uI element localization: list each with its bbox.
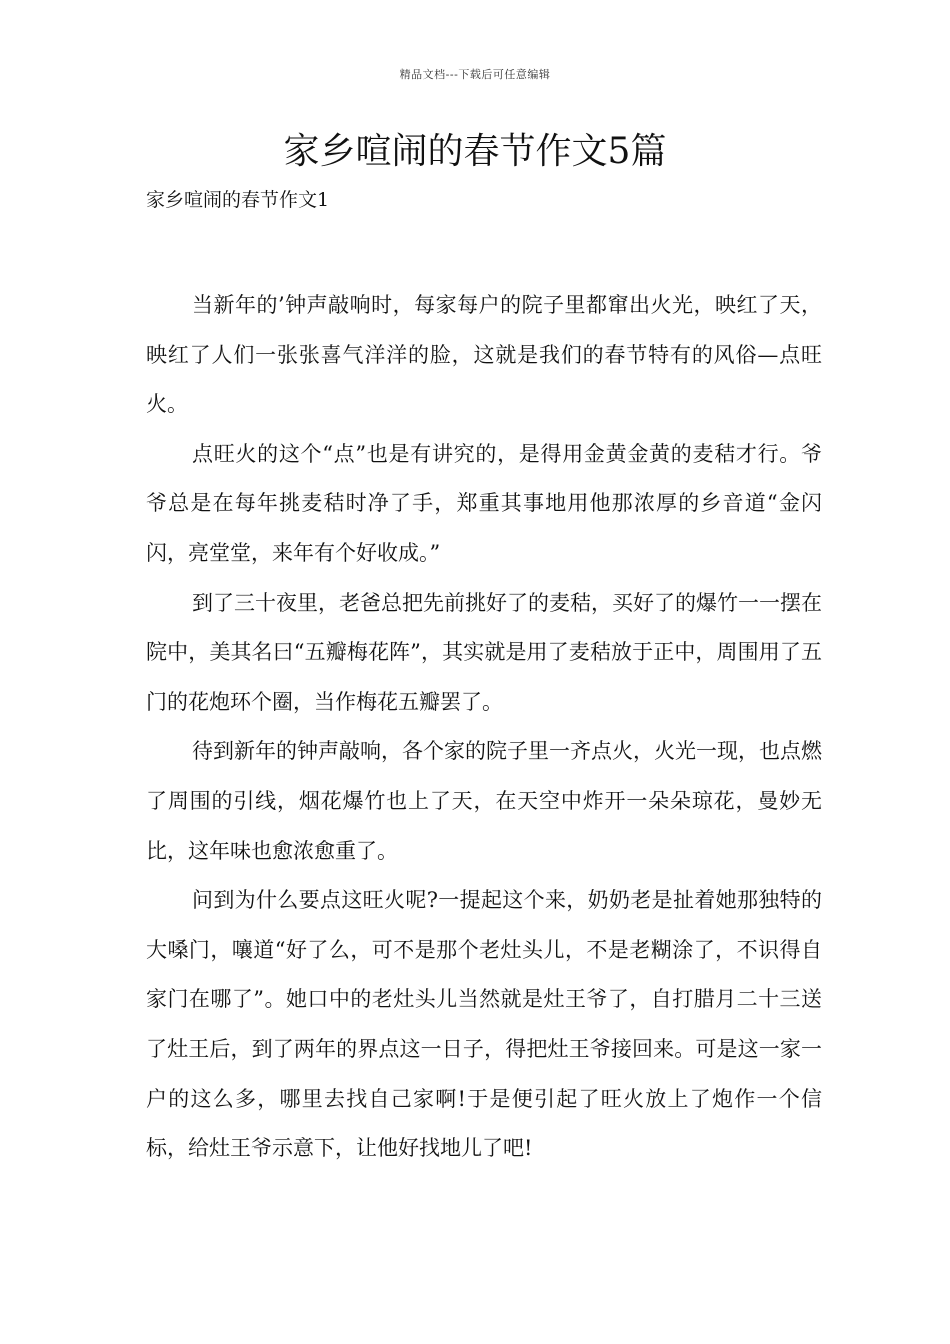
document-title: 家乡喧闹的春节作文5篇	[283, 131, 667, 172]
header-note: 精品文档---下载后可任意编辑	[399, 68, 551, 81]
essay-body	[146, 281, 822, 1174]
paragraph: 问到为什么要点这旺火呢?一提起这个来，奶奶老是扯着她那独特的大嗓门，嚷道“好了么，可不是那个老灶头儿，不是老糊涂了，不识得自家门在哪了”。她口中的老灶头儿当然就是灶王爷了，自打腊月二十三送了灶王后，到了两年的界点这一日子，得把灶王爷接回来。可是这一家一户的这么多，哪里去找自己家啊!于是便引起了旺火放上了炮作一个信标，给灶王爷示意下，让他好找地儿了吧!	[146, 888, 822, 1161]
paragraph: 点旺火的这个“点”也是有讲究的，是得用金黄金黄的麦秸才行。爷爷总是在每年挑麦秸时净了手，郑重其事地用他那浓厚的乡音道“金闪闪，亮堂堂，来年有个好收成。”	[146, 441, 822, 565]
paragraph: 当新年的’钟声敲响时，每家每户的院子里都窜出火光，映红了天，映红了人们一张张喜气洋洋的脸，这就是我们的春节特有的风俗—点旺火。	[146, 293, 822, 417]
paragraph: 待到新年的钟声敲响，各个家的院子里一齐点火，火光一现，也点燃了周围的引线，烟花爆竹也上了天，在天空中炸开一朵朵琼花，曼妙无比，这年味也愈浓愈重了。	[146, 739, 822, 863]
essay-subtitle: 家乡喧闹的春节作文1	[146, 189, 330, 211]
paragraph: 到了三十夜里，老爸总把先前挑好了的麦秸，买好了的爆竹一一摆在院中，美其名曰“五瓣梅花阵”，其实就是用了麦秸放于正中，周围用了五门的花炮环个圈，当作梅花五瓣罢了。	[146, 590, 822, 714]
